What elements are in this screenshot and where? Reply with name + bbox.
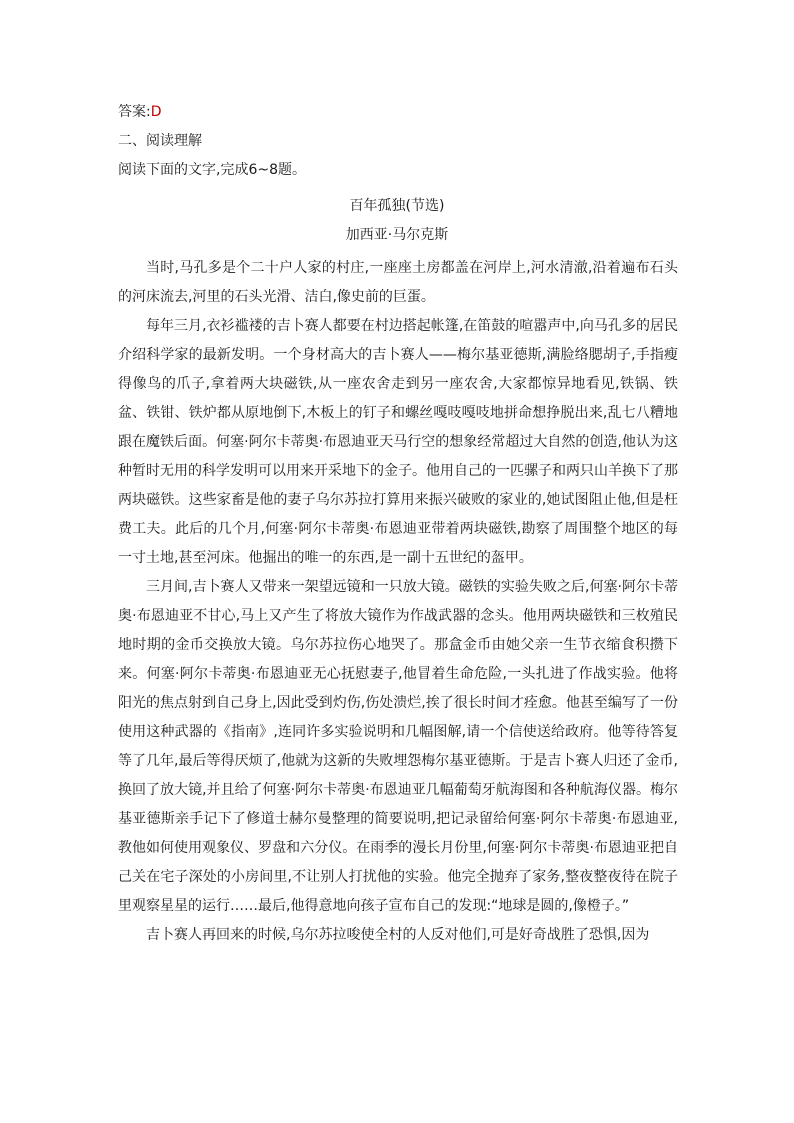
instruction-text: 阅读下面的文字,完成6~8题。 [118, 162, 306, 178]
answer-line [118, 102, 162, 122]
answer-value: D [150, 104, 162, 120]
paragraph: 当时,马孔多是个二十户人家的村庄,一座座土房都盖在河岸上,河水清澈,沿着遍布石头的河床流去,河里的石头光滑、洁白,像史前的巨蛋。 [118, 260, 678, 305]
section-heading: 二、阅读理解 [118, 133, 202, 149]
paragraph: 每年三月,衣衫褴褛的吉卜赛人都要在村边搭起帐篷,在笛鼓的喧嚣声中,向马孔多的居民介绍科学家的最新发明。一个身材高大的吉卜赛人——梅尔基亚德斯,满脸络腮胡子,手指瘦得像鸟的爪子,拿着两大块磁铁,从一座农舍走到另一座农舍,大家都惊异地看见,铁锅、铁盆、铁钳、铁炉都从原地倒下,木板上的钉子和螺丝嘎吱嘎吱地拼命想挣脱出来,乱七八糟地跟在魔铁后面。何塞·阿尔卡蒂奥·布恩迪亚天马行空的想象经常超过大自然的创造,他认为这种暂时无用的科学发明可以用来开采地下的金子。他用自己的一匹骡子和两只山羊换下了那两块磁铁。这些家畜是他的妻子乌尔苏拉打算用来振兴破败的家业的,她试图阻止他,但是枉费工夫。此后的几个月,何塞·阿尔卡蒂奥·布恩迪亚带着两块磁铁,勘察了周围整个地区的每一寸土地,甚至河床。他掘出的唯一的东西,是一副十五世纪的盔甲。 [118, 318, 678, 566]
article-body [118, 254, 678, 950]
paragraph: 三月间,吉卜赛人又带来一架望远镜和一只放大镜。磁铁的实验失败之后,何塞·阿尔卡蒂奥·布恩迪亚不甘心,马上又产生了将放大镜作为作战武器的念头。他用两块磁铁和三枚殖民地时期的金币交换放大镜。乌尔苏拉伤心地哭了。那盒金币由她父亲一生节衣缩食积攒下来。何塞·阿尔卡蒂奥·布恩迪亚无心抚慰妻子,他冒着生命危险,一头扎进了作战实验。他将阳光的焦点射到自己身上,因此受到灼伤,伤处溃烂,挨了很长时间才痊愈。他甚至编写了一份使用这种武器的《指南》,连同许多实验说明和几幅图解,请一个信使送给政府。他等待答复等了几年,最后等得厌烦了,他就为这新的失败埋怨梅尔基亚德斯。于是吉卜赛人归还了金币,换回了放大镜,并且给了何塞·阿尔卡蒂奥·布恩迪亚几幅葡萄牙航海图和各种航海仪器。梅尔基亚德斯亲手记下了修道士赫尔曼整理的简要说明,把记录留给何塞·阿尔卡蒂奥·布恩迪亚,教他如何使用观象仪、罗盘和六分仪。在雨季的漫长月份里,何塞·阿尔卡蒂奥·布恩迪亚把自己关在宅子深处的小房间里,不让别人打扰他的实验。他完全抛弃了家务,整夜整夜待在院子里观察星星的运行……最后,他得意地向孩子宣布自己的发现:“地球是圆的,像橙子。” [118, 579, 678, 914]
answer-label: 答案: [118, 104, 151, 120]
paragraph: 吉卜赛人再回来的时候,乌尔苏拉唆使全村的人反对他们,可是好奇战胜了恐惧,因为 [146, 927, 650, 943]
article-author: 加西亚·马尔克斯 [345, 227, 449, 243]
article-title: 百年孤独(节选) [349, 198, 445, 214]
